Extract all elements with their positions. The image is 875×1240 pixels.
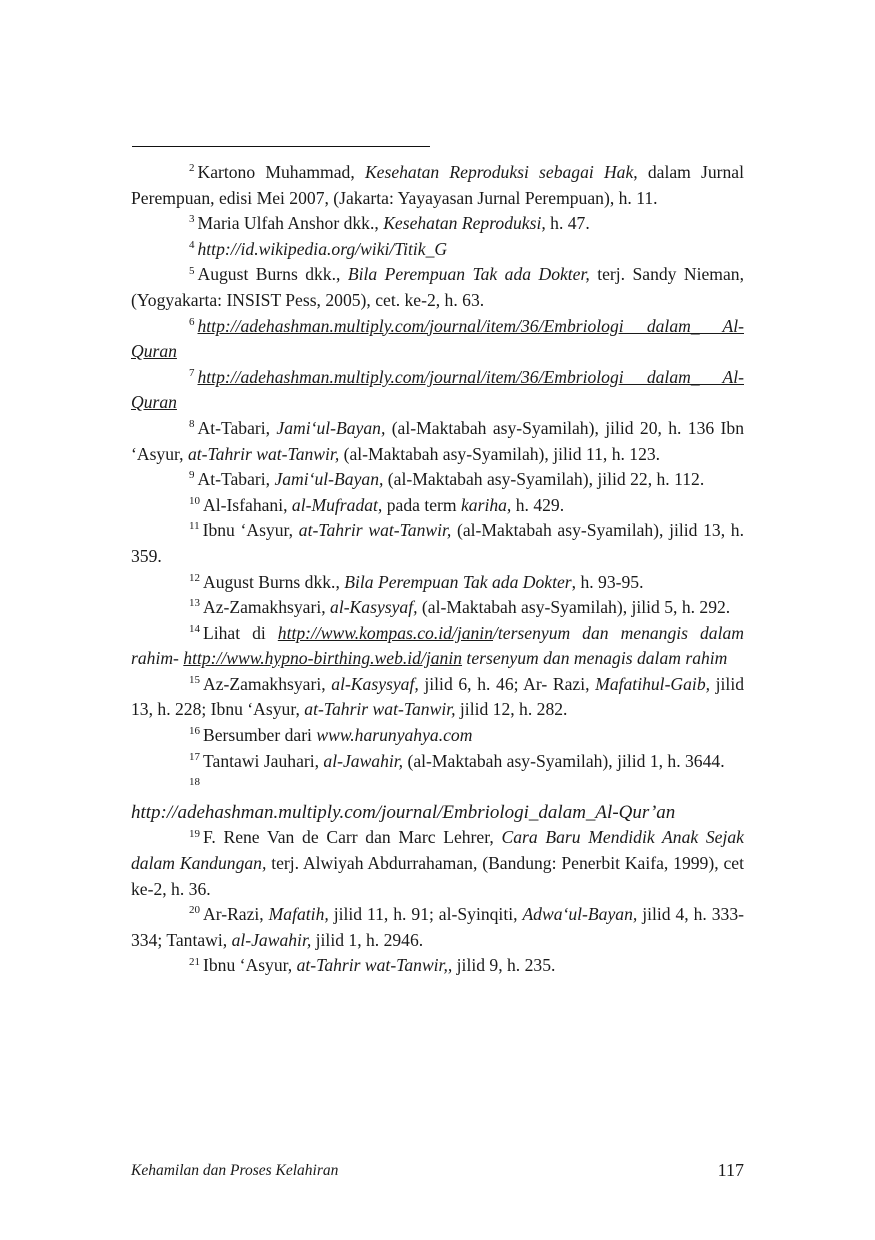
footnote-text: al-Kasysyaf, bbox=[330, 597, 418, 618]
footnote-text: Jami‘ul-Bayan, bbox=[276, 417, 386, 438]
footnote-text: Cara Baru Mendidik Anak Sejak dalam Kandungan, bbox=[131, 827, 744, 874]
footnote-15 bbox=[131, 672, 744, 723]
footnote-6 bbox=[131, 314, 744, 365]
footnote-text: al-Jawahir, bbox=[231, 929, 312, 950]
footnote-text: Kesehatan Reproduksi sebagai Hak bbox=[364, 162, 634, 182]
footnote-text: kariha, bbox=[461, 494, 512, 515]
footnote-number: 13 bbox=[189, 597, 200, 610]
footnote-12 bbox=[131, 570, 744, 596]
footnote-number: 19 bbox=[189, 827, 200, 840]
footnote-text: Az-Zamakhsyari, bbox=[203, 673, 332, 694]
footnote-3 bbox=[131, 211, 744, 237]
footnote-text: www.harunyahya.com bbox=[316, 725, 473, 746]
footnote-text: Maria Ulfah Anshor dkk., bbox=[197, 213, 384, 234]
footnote-number: 10 bbox=[189, 494, 200, 507]
footnote-7 bbox=[131, 365, 744, 416]
footnote-number: 8 bbox=[189, 418, 195, 431]
footnote-text: at-Tahrir wat-Tanwir, bbox=[304, 699, 456, 720]
footnote-10 bbox=[131, 493, 744, 519]
footnote-text: August Burns dkk., bbox=[203, 571, 345, 592]
footnote-text: al-Kasysyaf, bbox=[331, 673, 419, 694]
footnote-text: , dalam Jurnal Perempuan, edisi Mei 2007, (Jakarta: Yayayasan Jurnal Perempuan), h. 11. bbox=[131, 162, 744, 208]
footnote-number: 7 bbox=[189, 366, 195, 379]
footnote-number: 6 bbox=[189, 315, 195, 328]
footnote-text: al-Mufradat, bbox=[291, 494, 383, 515]
footnote-number: 3 bbox=[189, 213, 195, 226]
footnote-text: (al-Maktabah asy-Syamilah), jilid 5, h. 292. bbox=[417, 597, 731, 618]
footnote-number: 12 bbox=[189, 571, 200, 584]
footnote-link[interactable]: http://www.kompas.co.id/janin bbox=[277, 622, 493, 643]
footnote-text: h. 47. bbox=[545, 213, 590, 234]
footnote-text: Bila Perempuan Tak ada Dokter, bbox=[347, 264, 590, 285]
footnote-20 bbox=[131, 902, 744, 953]
footnote-text: Al-Isfahani, bbox=[203, 494, 292, 515]
footnote-text: jilid 9, h. 235. bbox=[452, 955, 556, 976]
footnote-text: Jami‘ul-Bayan, bbox=[274, 469, 384, 490]
footnote-text: Kesehatan Reproduksi, bbox=[383, 213, 546, 234]
footnote-text: Ibnu ‘Asyur, bbox=[203, 955, 297, 976]
footnote-text: F. Rene Van de Carr dan Marc Lehrer, bbox=[203, 827, 502, 848]
footnote-text: Az-Zamakhsyari, bbox=[203, 597, 331, 618]
footnote-text: Ar-Razi, bbox=[203, 904, 269, 925]
footnote-number: 17 bbox=[189, 750, 200, 763]
footnote-13 bbox=[131, 595, 744, 621]
footnote-text: al-Jawahir, bbox=[323, 750, 404, 771]
footnote-text: (al-Maktabah asy-Syamilah), jilid 11, h. 123. bbox=[339, 443, 661, 464]
footnote-text: Tantawi Jauhari, bbox=[203, 750, 324, 771]
footnote-text: (al-Maktabah asy-Syamilah), jilid 22, h. 112. bbox=[383, 469, 705, 490]
page-number: 117 bbox=[717, 1160, 744, 1180]
footnote-text: /tersenyum dan menangis dalam rahim- bbox=[131, 622, 744, 669]
footnote-text: Mafatih, bbox=[268, 904, 329, 925]
footnote-text: jilid 13, h. 228; Ibnu ‘Asyur, bbox=[131, 673, 745, 720]
footnote-text: Kartono Muhammad, bbox=[197, 162, 365, 182]
footnotes-list bbox=[131, 160, 744, 979]
footnote-number: 9 bbox=[189, 469, 195, 482]
footnote-number: 14 bbox=[189, 622, 200, 635]
footnote-text: pada term bbox=[382, 494, 461, 515]
footnote-number: 21 bbox=[189, 955, 200, 968]
footnote-number: 20 bbox=[189, 904, 200, 917]
footnote-text: (al-Maktabah asy-Syamilah), jilid 13, h. 359. bbox=[131, 520, 745, 566]
footnote-16 bbox=[131, 723, 744, 749]
footnote-text: terj. Alwiyah Abdurrahaman, (Bandung: Penerbit Kaifa, 1999), cet ke-2, h. 36. bbox=[131, 853, 744, 899]
footnote-4 bbox=[131, 237, 744, 263]
footnote-link[interactable]: http://adehashman.multiply.com/journal/item/36/Embriologi dalam_ Al-Quran bbox=[131, 315, 744, 362]
footnote-text: at-Tahrir wat-Tanwir,, bbox=[296, 955, 453, 976]
footnote-number: 4 bbox=[189, 238, 195, 251]
footnote-text: At-Tabari, bbox=[197, 469, 275, 490]
footnote-18 bbox=[131, 774, 744, 800]
footnote-9 bbox=[131, 467, 744, 493]
footnote-link[interactable]: http://www.hypno-birthing.web.id/janin bbox=[183, 648, 463, 669]
footnote-number: 2 bbox=[189, 162, 195, 175]
footnote-text: at-Tahrir wat-Tanwir, bbox=[298, 520, 452, 541]
footnote-text: jilid 12, h. 282. bbox=[455, 699, 568, 720]
footnote-number: 16 bbox=[189, 725, 200, 738]
footnote-text: Adwa‘ul-Bayan, bbox=[522, 904, 638, 925]
footnote-link[interactable]: http://adehashman.multiply.com/journal/item/36/Embriologi dalam_ Al-Quran bbox=[131, 366, 744, 413]
running-footer-title: Kehamilan dan Proses Kelahiran bbox=[131, 1162, 339, 1179]
footnote-text: (al-Maktabah asy-Syamilah), jilid 20, h. 136 Ibn ‘Asyur, bbox=[131, 417, 744, 464]
footnote-text: jilid 6, h. 46; Ar- Razi, bbox=[418, 673, 596, 694]
footnote-text: jilid 11, h. 91; al-Syinqiti, bbox=[328, 904, 523, 925]
footnote-number: 11 bbox=[189, 520, 200, 533]
footnote-14 bbox=[131, 621, 744, 672]
footnote-text: Lihat di bbox=[203, 622, 278, 643]
footnote-text: , h. 93-95. bbox=[571, 571, 644, 592]
footnote-17 bbox=[131, 749, 744, 775]
footnote-text: at-Tahrir wat-Tanwir, bbox=[187, 443, 340, 464]
footnote-text: Mafatihul-Gaib, bbox=[595, 673, 711, 694]
footnote-text: (al-Maktabah asy-Syamilah), jilid 1, h. 3644. bbox=[403, 750, 725, 771]
footnote-text: Bila Perempuan Tak ada Dokter bbox=[344, 571, 572, 592]
footnote-text: jilid 1, h. 2946. bbox=[311, 929, 424, 950]
footnote-11 bbox=[131, 518, 744, 569]
footnote-text: Ibnu ‘Asyur, bbox=[202, 520, 299, 541]
footnote-text: Bersumber dari bbox=[203, 725, 317, 746]
footnote-number: 18 bbox=[189, 776, 200, 789]
footnote-text: http://id.wikipedia.org/wiki/Titik_G bbox=[197, 238, 448, 259]
footnote-number: 15 bbox=[189, 674, 200, 687]
footnote-separator-rule bbox=[132, 146, 430, 147]
footnote-text: terj. Sandy Nieman, (Yogyakarta: INSIST Pess, 2005), cet. ke-2, h. 63. bbox=[131, 264, 744, 310]
footnote-19 bbox=[131, 825, 744, 902]
footnote-url-line: http://adehashman.multiply.com/journal/Embriologi_dalam_Al-Qur’an bbox=[131, 801, 676, 823]
footnote-text: tersenyum dan menagis dalam rahim bbox=[462, 648, 728, 669]
footnote-2 bbox=[131, 160, 744, 211]
footnote-5 bbox=[131, 262, 744, 313]
footnote-text: h. 429. bbox=[511, 494, 565, 515]
footnote-21 bbox=[131, 953, 744, 979]
footnote-8 bbox=[131, 416, 744, 467]
footnote-number: 5 bbox=[189, 264, 195, 277]
footnote-text: At-Tabari, bbox=[197, 417, 277, 438]
footnote-text: August Burns dkk., bbox=[197, 264, 348, 285]
footnote-text: jilid 4, h. 333-334; Tantawi, bbox=[131, 904, 744, 950]
